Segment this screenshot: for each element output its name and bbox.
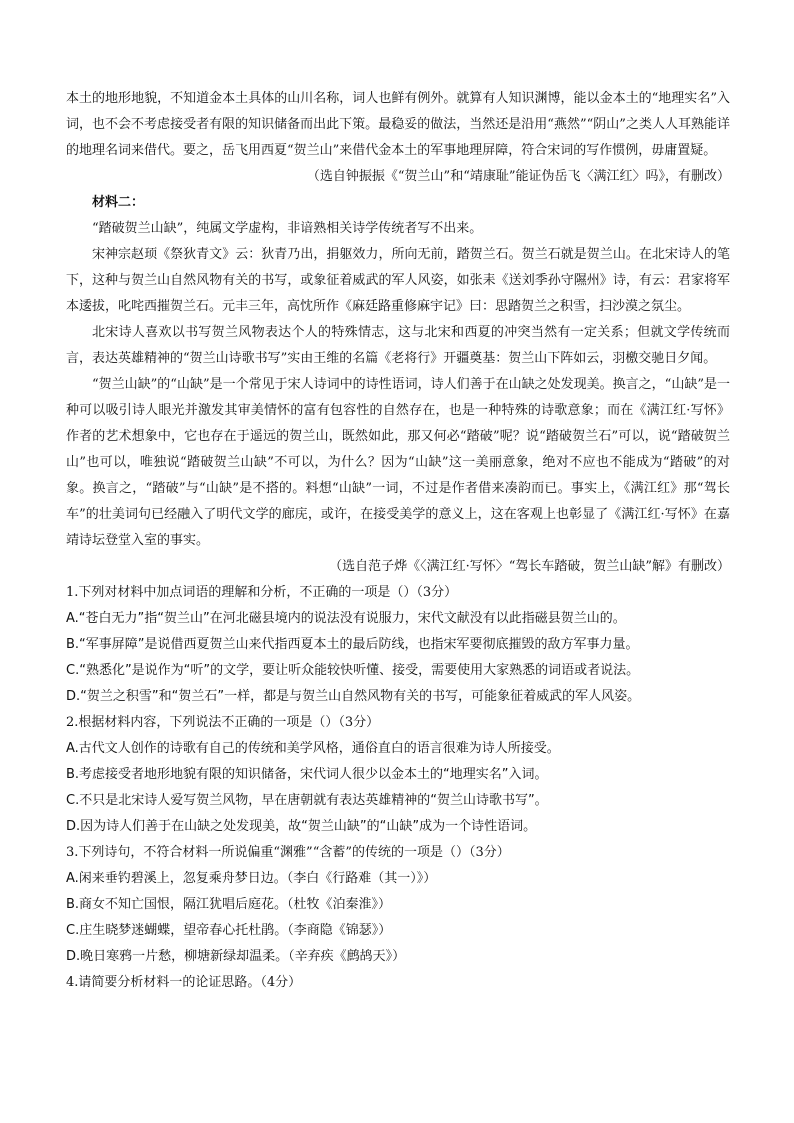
question-3-option-d: D.晚日寒鸦一片愁，柳塘新绿却温柔。（辛弃疾《鹧鸪天》） — [66, 949, 406, 964]
document-body — [66, 86, 730, 996]
question-1-stem: 1.下列对材料中加点词语的理解和分析，不正确的一项是（）（3分） — [66, 585, 458, 600]
material2-paragraph-4: “贺兰山缺”的“山缺”是一个常见于宋人诗词中的诗性语词，诗人们善于在山缺之处发现美。换言之，“山缺”是一种可以吸引诗人眼光并激发其审美情怀的富有包容性的自然存在，也是一种特殊的诗歌意象；而在《满江红·写怀》作者的艺术想象中，它也存在于遥远的贺兰山，既然如此，那又何必“踏破”呢？说“踏破贺兰石”可以，说“踏破贺兰山”也可以，唯独说“踏破贺兰山缺”不可以，为什么？因为“山缺”这一美丽意象，绝对不应也不能成为“踏破”的对象。换言之，“踏破”与“山缺”是不搭的。料想“山缺”一词，不过是作者借来凑韵而已。事实上，《满江红》那“驾长车”的壮美词句已经融入了明代文学的廊庑，或许，在接受美学的意义上，这在客观上也彰显了《满江红·写怀》在嘉靖诗坛登堂入室的事实。 — [66, 377, 730, 548]
question-2-option-d: D.因为诗人们善于在山缺之处发现美，故“贺兰山缺”的“山缺”成为一个诗性语词。 — [66, 819, 537, 834]
material2-source: （选自范子烨《〈满江红·写怀〉“驾长车踏破，贺兰山缺”解》有删改） — [329, 559, 730, 574]
material2-heading: 材料二： — [92, 195, 145, 210]
question-1-option-c: C.“熟悉化”是说作为“听”的文学，要让听众能较快听懂、接受，需要使用大家熟悉的词语或者说法。 — [66, 663, 640, 678]
question-2-stem: 2.根据材料内容，下列说法不正确的一项是（）（3分） — [66, 715, 380, 730]
question-4-stem: 4.请简要分析材料一的论证思路。（4分） — [66, 975, 302, 990]
question-2-option-a: A.古代文人创作的诗歌有自己的传统和美学风格，通俗直白的语言很难为诗人所接受。 — [66, 741, 560, 756]
question-1-option-a: A.“苍白无力”指“贺兰山”在河北磁县境内的说法没有说服力，宋代文献没有以此指磁县贺兰山的。 — [66, 611, 626, 626]
material1-source: （选自钟振振《“贺兰山”和“靖康耻”能证伪岳飞〈满江红〉吗》，有删改） — [306, 169, 730, 184]
question-2-option-b: B.考虑接受者地形地貌有限的知识储备，宋代词人很少以金本土的“地理实名”入词。 — [66, 767, 548, 782]
question-3-stem: 3.下列诗句，不符合材料一所说偏重“渊雅”“含蓄”的传统的一项是（）（3分） — [66, 845, 510, 860]
material2-paragraph-3: 北宋诗人喜欢以书写贺兰风物表达个人的特殊情志，这与北宋和西夏的冲突当然有一定关系；但就文学传统而言，表达英雄精神的“贺兰山诗歌书写”实由王维的名篇《老将行》开疆奠基：贺兰山下阵如云，羽檄交驰日夕闻。 — [66, 325, 730, 366]
material2-paragraph-2: 宋神宗赵顼《祭狄青文》云：狄青乃出，捐躯效力，所向无前，踏贺兰石。贺兰石就是贺兰山。在北宋诗人的笔下，这种与贺兰山自然风物有关的书写，或象征着威武的军人风姿，如张耒《送刘季孙守隰州》诗，有云：君家将军本逶拔，叱咤西摧贺兰石。元丰三年，高忱所作《麻廷路重修麻宇记》曰：思踏贺兰之积雪，扫沙漠之氛尘。 — [66, 247, 730, 314]
question-2-option-c: C.不只是北宋诗人爱写贺兰风物，早在唐朝就有表达英雄精神的“贺兰山诗歌书写”。 — [66, 793, 548, 808]
question-3-option-b: B.商女不知亡国恨，隔江犹唱后庭花。（杜牧《泊秦淮》） — [66, 897, 392, 912]
material1-paragraph: 本土的地形地貌，不知道金本土具体的山川名称，词人也鲜有例外。就算有人知识渊博，能以金本土的“地理实名”入词，也不会不考虑接受者有限的知识储备而出此下策。最稳妥的做法，当然还是沿用“燕然”“阴山”之类人人耳熟能详的地理名词来借代。要之，岳飞用西夏“贺兰山”来借代金本土的军事地理屏障，符合宋词的写作惯例，毋庸置疑。 — [66, 91, 730, 158]
material2-paragraph-1: “踏破贺兰山缺”，纯属文学虚构，非谙熟相关诗学传统者写不出来。 — [92, 221, 483, 236]
question-3-option-a: A.闲来垂钓碧溪上，忽复乘舟梦日边。（李白《行路难（其一）》） — [66, 871, 437, 886]
question-1-option-b: B.“军事屏障”是说借西夏贺兰山来代指西夏本土的最后防线，也指宋军要彻底摧毁的敌方军事力量。 — [66, 637, 639, 652]
question-1-option-d: D.“贺兰之积雪”和“贺兰石”一样，都是与贺兰山自然风物有关的书写，可能象征着威武的军人风姿。 — [66, 689, 641, 704]
question-3-option-c: C.庄生晓梦迷蝴蝶，望帝春心托杜鹃。（李商隐《锦瑟》） — [66, 923, 392, 938]
